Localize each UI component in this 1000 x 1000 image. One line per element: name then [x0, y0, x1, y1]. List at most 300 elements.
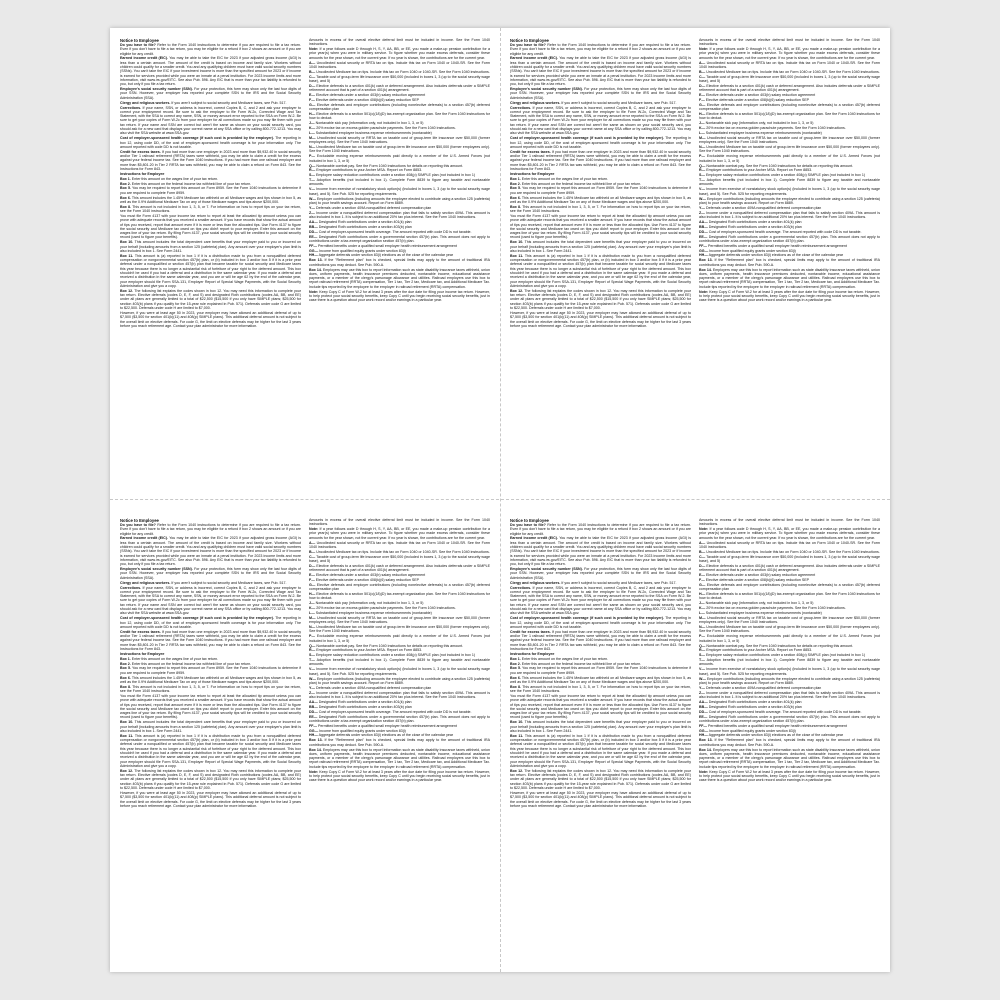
notice-paragraph	[699, 729, 880, 733]
paragraph-lead: P—	[309, 154, 315, 159]
notice-copy-top-right	[510, 38, 880, 482]
paragraph-lead: H—	[309, 592, 316, 597]
paragraph-text: Elective deferrals to a section 401(k) cash or deferred arrangement. Also includes deferrals under a SIMPLE retirement account that is part of a section 401(k) arrangement.	[309, 563, 490, 573]
paragraph-lead: DD—	[699, 229, 708, 234]
notice-paragraph	[120, 87, 301, 100]
paragraph-lead: DD—	[309, 709, 318, 714]
notice-paragraph	[309, 268, 490, 289]
paragraph-lead: Q—	[699, 163, 706, 168]
notice-paragraph	[120, 214, 301, 240]
paragraph-lead: Box 10.	[120, 240, 134, 245]
paragraph-text: Employer contributions to your Archer MSA. Report on Form 8853.	[316, 648, 423, 653]
paragraph-text: If a year follows code D through H, S, Y, AA, BB, or EE, you made a make-up pension contribution for a prior year(s) when you were in military service. To figure whether you made excess deferrals, consider these amounts for the year shown, not the current year. If no year is shown, the contributions are for the current year.	[309, 527, 490, 540]
paragraph-lead: Credit for excess taxes.	[120, 149, 161, 154]
paragraph-text: Substantiated employee business expense reimbursements (nontaxable)	[705, 611, 822, 616]
paragraph-lead: Corrections.	[120, 105, 142, 110]
notice-paragraph	[309, 173, 490, 177]
paragraph-lead: Z—	[699, 690, 705, 695]
notice-paragraph	[120, 106, 301, 136]
paragraph-lead: P—	[699, 154, 705, 159]
paragraph-text: You must file Form 4137 with your income tax return to report at least the allocated tip amount unless you can prove with adequate records that you received a smaller amount. If you have records that show the actual amount of tips you received, report that amount even if it is more or less than the allocated tips. Use Form 4137 to figure the social security and Medicare tax owed on tips you didn't report to your employer. Enter this amount on the wages line of your tax return. By filing Form 4137, your social security tips will be credited to your social security record (used to figure your benefits).	[120, 694, 301, 720]
paragraph-text: This amount is (a) reported in box 1 if it is a distribution made to you from a nonqualified deferred compensation or nongovernmental section 457(b) plan, or (b) included in box 3 and/or box 5 if it is a prior year deferral under a nonqualified or section 457(b) plan that became taxable for social security and Medicare taxes this year because there is no longer a substantial risk of forfeiture of your right to the deferred amount. This box shouldn't be used if you had a deferral and a distribution in the same calendar year. If you made a deferral and received a distribution in the same calendar year, and you are or will be age 62 by the end of the calendar year, your employer should file Form SSA-131, Employer Report of Special Wage Payments, with the Social Security Administration and give you a copy.	[510, 253, 691, 288]
paragraph-lead: G—	[309, 102, 316, 107]
notice-paragraph	[699, 164, 880, 168]
paragraph-lead: A—	[309, 60, 316, 65]
paragraph-text: This amount is not included in box 1, 3, 5, or 7. For information on how to report tips on your tax return, see the Form 1040 instructions.	[510, 684, 691, 694]
paragraph-text: If the "Retirement plan" box is checked, special limits may apply to the amount of traditional IRA contributions you may deduct. See Pub. 590-A.	[699, 258, 880, 267]
paragraph-lead: J—	[699, 121, 705, 126]
notice-paragraph	[699, 197, 880, 206]
paragraph-lead: Credit for excess taxes.	[510, 149, 551, 154]
left-column	[510, 518, 691, 962]
paragraph-text: If you aren't subject to social security and Medicare taxes, see Pub. 517.	[171, 580, 287, 585]
notice-paragraph	[120, 101, 301, 105]
paragraph-text: Employer contributions to your Archer MSA. Report on Form 8853.	[316, 168, 423, 173]
paragraph-text: Employer contributions to your Archer MSA. Report on Form 8853.	[706, 168, 813, 173]
notice-paragraph	[510, 791, 691, 808]
paragraph-text: This amount includes the total dependent care benefits that your employer paid to you or incurred on your behalf (including amounts from a section 125 (cafeteria) plan). Any amount over your employer's plan limit is also included in box 1. See Form 2441.	[120, 240, 301, 253]
notice-paragraph	[699, 211, 880, 220]
notice-paragraph	[120, 685, 301, 694]
paragraph-text: This amount is not included in box 1, 3, 5, or 7. For information on how to report tips on your tax return, see the Form 1040 instructions.	[120, 204, 301, 214]
notice-paragraph	[510, 240, 691, 253]
paragraph-lead: FF—	[309, 723, 317, 728]
notice-paragraph	[309, 230, 490, 234]
right-column	[309, 518, 490, 962]
paragraph-lead: Box 14.	[309, 267, 322, 272]
paragraph-text: You may be required to report this amount on Form 8959. See the Form 1040 instructions to determine if you are required to complete Form 8959.	[120, 186, 301, 195]
paragraph-text: Employee salary reduction contributions under a section 408(p) SIMPLE plan (not included in box 1)	[316, 173, 476, 178]
paragraph-text: Uncollected social security or RRTA tax on tips. Include this tax on Form 1040 or 1040-SR. See the Form 1040 instructions.	[309, 60, 490, 69]
paragraph-text: Keep Copy C of Form W-2 for at least 3 years after the due date for filing your income tax return. However, to help protect your social security benefits, keep Copy C until you begin receiving social security benefits, just in case there is a question about your work record and/or earnings in a particular year.	[309, 769, 490, 783]
paragraph-text: 20% excise tax on excess golden parachute payments. See the Form 1040 instructions.	[316, 606, 456, 611]
paragraph-text: You may be required to report this amount on Form 8959. See the Form 1040 instructions to determine if you are required to complete Form 8959.	[510, 666, 691, 675]
paragraph-text: This amount includes the total dependent care benefits that your employer paid to you or incurred on your behalf (including amounts from a section 125 (cafeteria) plan). Any amount over your employer's plan limit is also included in box 1. See Form 2441.	[510, 720, 691, 733]
paragraph-text: Nontaxable combat pay. See the Form 1040 instructions for details on reporting this amount.	[316, 163, 464, 168]
paragraph-lead: Y—	[699, 205, 705, 210]
paragraph-lead: J—	[699, 601, 705, 606]
notice-paragraph	[510, 676, 691, 685]
paragraph-lead: Box 1.	[120, 656, 131, 661]
paragraph-lead: Earned income credit (EIC).	[120, 536, 168, 541]
paragraph-text: Enter this amount on the wages line of your tax return.	[131, 656, 219, 661]
paragraph-lead: K—	[309, 606, 316, 611]
paragraph-text: Adoption benefits (not included in box 1). Complete Form 8839 to figure any taxable and nontaxable amounts.	[309, 658, 490, 667]
notice-paragraph	[309, 38, 490, 47]
notice-paragraph	[309, 136, 490, 145]
paragraph-text: If a year follows code D through H, S, Y, AA, BB, or EE, you made a make-up pension contribution for a prior year(s) when you were in military service. To figure whether you made excess deferrals, consider these amounts for the year shown, not the current year. If no year is shown, the contributions are for the current year.	[699, 527, 880, 540]
paragraph-lead: Y—	[309, 685, 315, 690]
paragraph-text: Amounts in excess of the overall elective deferral limit must be included in income. See the Form 1040 instructions.	[699, 38, 880, 47]
notice-paragraph	[699, 625, 880, 634]
paragraph-text: Income from exercise of nonstatutory stock option(s) (included in boxes 1, 3 (up to the social security wage base), and 5). See Pub. 525 for reporting requirements.	[699, 187, 880, 196]
notice-paragraph	[309, 733, 490, 737]
paragraph-text: Amounts in excess of the overall elective deferral limit must be included in income. See the Form 1040 instructions.	[699, 518, 880, 527]
notice-paragraph	[510, 662, 691, 666]
paragraph-text: Designated Roth contributions under a section 403(b) plan	[708, 704, 802, 709]
notice-paragraph	[309, 47, 490, 60]
paragraph-lead: BB—	[699, 704, 708, 709]
paragraph-lead: T—	[699, 178, 705, 183]
notice-paragraph	[120, 43, 301, 56]
notice-paragraph	[699, 70, 880, 74]
paragraph-lead: Corrections.	[120, 585, 142, 590]
paragraph-text: Uncollected social security or RRTA tax on taxable cost of group-term life insurance over $50,000 (former employees only). See the Form 1040 instructions.	[309, 135, 490, 145]
paragraph-lead: R—	[309, 168, 316, 173]
paragraph-text: Uncollected social security or RRTA tax on tips. Include this tax on Form 1040 or 1040-SR. See the Form 1040 instructions.	[699, 540, 880, 549]
paragraph-text: The following list explains the codes shown in box 12. You may need this information to complete your tax return. Elective deferrals (codes D, E, F, and S) and designated Roth contributions (codes AA, BB, and EE) under all plans are generally limited to a total of $22,500 ($15,500 if you only have SIMPLE plans; $25,500 for section 403(b) plans if you qualify for the 15-year rule explained in Pub. 571). Deferrals under code G are limited to $22,500. Deferrals under code H are limited to $7,000.	[120, 288, 301, 311]
paragraph-text: Elective deferrals to a section 501(c)(18)(D) tax-exempt organization plan. See the Form 1040 instructions for how to deduct.	[699, 112, 880, 121]
paragraph-text: Cost of employer-sponsored health coverage. The amount reported with code DD is not taxable.	[318, 709, 472, 714]
paragraph-text: You may be required to report this amount on Form 8959. See the Form 1040 instructions to determine if you are required to complete Form 8959.	[510, 186, 691, 195]
paragraph-lead: N—	[309, 145, 316, 150]
notice-paragraph	[699, 634, 880, 643]
paragraph-lead: V—	[309, 667, 315, 672]
notice-paragraph	[510, 685, 691, 694]
paragraph-lead: Cost of employer-sponsored health coverage (if such cost is provided by the employer).	[510, 136, 664, 141]
paragraph-text: Uncollected social security or RRTA tax on taxable cost of group-term life insurance over $50,000 (former employees only). See the Form 1040 instructions.	[699, 615, 880, 625]
paragraph-text: Enter this amount on the wages line of your tax return.	[521, 176, 609, 181]
notice-paragraph	[699, 244, 880, 248]
paragraph-text: Designated Roth contributions under a section 403(b) plan	[318, 704, 412, 709]
notice-paragraph	[699, 258, 880, 267]
notice-paragraph	[309, 677, 490, 686]
notice-paragraph	[120, 240, 301, 253]
paragraph-lead: Box 12.	[120, 768, 134, 773]
paragraph-text: However, if you were at least age 50 in 2023, your employer may have allowed an additional deferral of up to $7,500 ($3,500 for section 401(k)(11) and 408(p) SIMPLE plans). This additional deferral amount is not subject to the overall limit on elective deferrals. For code G, the limit on elective deferrals may be higher for the last 3 years before you reach retirement age. Contact your plan administrator for more information.	[510, 310, 691, 328]
paragraph-lead: C—	[309, 74, 316, 79]
paragraph-text: The reporting in box 12, using code DD, of the cost of employer-sponsored health coverage is for your information only. The amount reported with code DD is not taxable.	[510, 616, 691, 629]
notice-paragraph	[699, 578, 880, 582]
notice-paragraph	[699, 61, 880, 70]
notice-paragraph	[120, 136, 301, 149]
notice-paragraph	[309, 611, 490, 615]
notice-paragraph	[309, 564, 490, 573]
notice-paragraph	[699, 592, 880, 601]
notice-paragraph	[309, 606, 490, 610]
paragraph-lead: BB—	[699, 224, 708, 229]
paragraph-text: The reporting in box 12, using code DD, of the cost of employer-sponsored health coverage is for your information only. The amount reported with code DD is not taxable.	[120, 616, 301, 629]
notice-paragraph	[699, 677, 880, 686]
notice-paragraph	[309, 98, 490, 102]
paragraph-lead: DD—	[309, 229, 318, 234]
paragraph-lead: Do you have to file?	[510, 43, 546, 47]
notice-heading: Notice to Employee	[510, 518, 549, 523]
paragraph-text: Enter this amount on the federal income tax withheld line of your tax return.	[521, 181, 642, 186]
notice-paragraph	[699, 667, 880, 676]
paragraph-lead: Box 14.	[309, 747, 322, 752]
paragraph-lead: Box 8.	[510, 204, 522, 209]
right-paragraphs	[309, 518, 490, 783]
right-column	[309, 38, 490, 482]
notice-paragraph	[309, 178, 490, 187]
paragraph-text: Employers may use this box to report information such as state disability insurance taxes withheld, union dues, uniform payments, health insurance premiums deducted, nontaxable income, educational assistance payments, or a member of the clergy's parsonage allowance and utilities. Railroad employers use this box to report railroad retirement (RRTA) compensation, Tier 1 tax, Tier 2 tax, Medicare tax, and Additional Medicare Tax. Include tips reported by the employee to the employer in railroad retirement (RRTA) compensation.	[309, 747, 490, 769]
paragraph-text: This amount includes the total dependent care benefits that your employer paid to you or incurred on your behalf (including amounts from a section 125 (cafeteria) plan). Any amount over your employer's plan limit is also included in box 1. See Form 2441.	[510, 240, 691, 253]
paragraph-text: Uncollected Medicare tax on taxable cost of group-term life insurance over $50,000 (former employees only). See the Form 1040 instructions.	[699, 145, 880, 154]
notice-paragraph	[120, 676, 301, 685]
notice-paragraph	[120, 657, 301, 661]
paragraph-lead: D—	[309, 563, 316, 568]
paragraph-lead: P—	[699, 634, 705, 639]
paragraph-text: If a year follows code D through H, S, Y, AA, BB, or EE, you made a make-up pension contribution for a prior year(s) when you were in military service. To figure whether you made excess deferrals, consider these amounts for the year shown, not the current year. If no year is shown, the contributions are for the current year.	[699, 47, 880, 60]
paragraph-lead: K—	[699, 126, 706, 131]
paragraph-lead: Clergy and religious workers.	[510, 580, 561, 585]
paragraph-lead: EE—	[699, 234, 708, 239]
notice-paragraph	[309, 84, 490, 93]
notice-paragraph	[309, 583, 490, 592]
paragraph-text: Designated Roth contributions under a section 403(b) plan	[318, 224, 412, 229]
notice-paragraph	[699, 564, 880, 573]
paragraph-text: Designated Roth contributions under a governmental section 457(b) plan. This amount does not apply to contributions under a tax-exempt organization section 457(b) plan.	[309, 234, 490, 243]
paragraph-text: Employer contributions (including amounts the employee elected to contribute using a section 125 (cafeteria) plan) to your health savings account. Report on Form 8889.	[309, 676, 490, 685]
paragraph-lead: Box 1.	[510, 656, 521, 661]
paragraph-lead: GG—	[309, 728, 319, 733]
paragraph-lead: Do you have to file?	[120, 523, 156, 527]
notice-paragraph	[510, 657, 691, 661]
paragraph-lead: Credit for excess taxes.	[510, 629, 551, 634]
notice-paragraph	[699, 168, 880, 172]
paragraph-text: For your protection, this form may show only the last four digits of your SSN. However, your employer has reported your complete SSN to the IRS and the Social Security Administration (SSA).	[510, 87, 691, 100]
paragraph-text: Aggregate deferrals under section 83(i) elections as of the close of the calendar year	[318, 253, 454, 258]
paragraph-text: Nontaxable combat pay. See the Form 1040 instructions for details on reporting this amount.	[706, 643, 854, 648]
notice-paragraph	[309, 145, 490, 154]
paragraph-text: Adoption benefits (not included in box 1). Complete Form 8839 to figure any taxable and nontaxable amounts.	[309, 178, 490, 187]
paragraph-text: If you had more than one employer in 2023 and more than $9,932.40 in social security and/or Tier 1 railroad retirement (RRTA) taxes were withheld, you may be able to claim a credit for the excess against your federal income tax. See the Form 1040 instructions. If you had more than one railroad employer and more than $5,801.20 in Tier 2 RRTA tax was withheld, you may be able to claim a refund on Form 843. See the Instructions for Form 843.	[120, 629, 301, 651]
paragraph-text: If your name, SSN, or address is incorrect, correct Copies B, C, and 2 and ask your employer to correct your employment record. Be sure to ask the employer to file Form W-2c, Corrected Wage and Tax Statement, with the SSA to correct any name, SSN, or money amount error reported to the SSA on Form W-2. Be sure to get your copies of Form W-2c from your employer for all corrections made so you may file them with your tax return. If your name and SSN are correct but aren't the same as shown on your social security card, you should ask for a new card that displays your correct name at any SSA office or by calling 800-772-1213. You may also visit the SSA website at www.SSA.gov.	[120, 105, 301, 136]
paragraph-text: However, if you were at least age 50 in 2023, your employer may have allowed an additional deferral of up to $7,500 ($3,500 for section 401(k)(11) and 408(p) SIMPLE plans). This additional deferral amount is not subject to the overall limit on elective deferrals. For code G, the limit on elective deferrals may be higher for the last 3 years before you reach retirement age. Contact your plan administrator for more information.	[120, 310, 301, 328]
paragraph-lead: K—	[699, 606, 706, 611]
paragraph-lead: Note:	[309, 527, 319, 532]
paragraph-lead: C—	[699, 554, 706, 559]
paragraph-lead: AA—	[309, 699, 318, 704]
paragraph-lead: R—	[699, 648, 706, 653]
paragraph-lead: Box 14.	[699, 747, 712, 752]
paragraph-lead: W—	[699, 196, 706, 201]
notice-paragraph	[120, 694, 301, 720]
paragraph-lead: Y—	[699, 685, 705, 690]
paragraph-text: However, if you were at least age 50 in 2023, your employer may have allowed an additional deferral of up to $7,500 ($3,500 for section 401(k)(11) and 408(p) SIMPLE plans). This additional deferral amount is not subject to the overall limit on elective deferrals. For code G, the limit on elective deferrals may be higher for the last 3 years before you reach retirement age. Contact your plan administrator for more information.	[120, 790, 301, 808]
paragraph-lead: V—	[699, 667, 705, 672]
paragraph-text: Employee salary reduction contributions under a section 408(p) SIMPLE plan (not included in box 1)	[706, 653, 866, 658]
paragraph-text: Nontaxable sick pay (information only, not included in box 1, 3, or 5)	[315, 601, 424, 606]
notice-paragraph	[699, 98, 880, 102]
paragraph-lead: GG—	[309, 248, 319, 253]
notice-paragraph	[510, 694, 691, 720]
notice-paragraph	[699, 733, 880, 737]
notice-paragraph	[699, 658, 880, 667]
paragraph-text: Designated Roth contributions under a section 401(k) plan	[708, 219, 802, 224]
paragraph-lead: Box 13.	[699, 258, 713, 263]
paragraph-lead: GG—	[699, 728, 709, 733]
paragraph-text: Uncollected Medicare tax on tips. Include this tax on Form 1040 or 1040-SR. See the Form 1040 instructions.	[706, 549, 880, 554]
notice-paragraph	[309, 168, 490, 172]
notice-paragraph	[309, 187, 490, 196]
notice-paragraph	[510, 720, 691, 733]
notice-paragraph	[510, 289, 691, 310]
paragraph-lead: C—	[699, 74, 706, 79]
paragraph-text: If you aren't subject to social security and Medicare taxes, see Pub. 517.	[171, 100, 287, 105]
notice-paragraph	[699, 601, 880, 605]
paragraph-lead: N—	[699, 145, 706, 150]
notice-paragraph	[309, 658, 490, 667]
notice-paragraph	[120, 289, 301, 310]
notice-paragraph	[309, 75, 490, 84]
paragraph-lead: HH—	[309, 733, 318, 738]
paragraph-text: Designated Roth contributions under a section 401(k) plan	[708, 699, 802, 704]
paragraph-lead: V—	[309, 187, 315, 192]
paragraph-text: The following list explains the codes shown in box 12. You may need this information to complete your tax return. Elective deferrals (codes D, E, F, and S) and designated Roth contributions (codes AA, BB, and EE) under all plans are generally limited to a total of $22,500 ($15,500 if you only have SIMPLE plans; $25,500 for section 403(b) plans if you qualify for the 15-year rule explained in Pub. 571). Deferrals under code G are limited to $22,500. Deferrals under code H are limited to $7,000.	[510, 288, 691, 311]
paragraph-lead: Clergy and religious workers.	[120, 580, 171, 585]
notice-paragraph	[120, 662, 301, 666]
paragraph-lead: Box 10.	[510, 240, 524, 245]
notice-paragraph	[699, 290, 880, 303]
paragraph-text: For your protection, this form may show only the last four digits of your SSN. However, your employer has reported your complete SSN to the IRS and the Social Security Administration (SSA).	[120, 567, 301, 580]
paragraph-lead: AA—	[699, 219, 708, 224]
notice-paragraph	[309, 249, 490, 253]
notice-paragraph	[309, 103, 490, 112]
paragraph-lead: N—	[309, 625, 316, 630]
paragraph-text: For your protection, this form may show only the last four digits of your SSN. However, your employer has reported your complete SSN to the IRS and the Social Security Administration (SSA).	[510, 567, 691, 580]
paragraph-text: If your name, SSN, or address is incorrect, correct Copies B, C, and 2 and ask your employer to correct your employment record. Be sure to ask the employer to file Form W-2c, Corrected Wage and Tax Statement, with the SSA to correct any name, SSN, or money amount error reported to the SSA on Form W-2. Be sure to get your copies of Form W-2c from your employer for all corrections made so you may file them with your tax return. If your name and SSN are correct but aren't the same as shown on your social security card, you should ask for a new card that displays your correct name at any SSA office or by calling 800-772-1213. You may also visit the SSA website at www.SSA.gov.	[120, 585, 301, 616]
paragraph-text: Employer contributions (including amounts the employee elected to contribute using a section 125 (cafeteria) plan) to your health savings account. Report on Form 8889.	[699, 676, 880, 685]
paragraph-text: The reporting in box 12, using code DD, of the cost of employer-sponsored health coverage is for your information only. The amount reported with code DD is not taxable.	[510, 136, 691, 149]
paragraph-text: This amount is (a) reported in box 1 if it is a distribution made to you from a nonqualified deferred compensation or nongovernmental section 457(b) plan, or (b) included in box 3 and/or box 5 if it is a prior year deferral under a nonqualified or section 457(b) plan that became taxable for social security and Medicare taxes this year because there is no longer a substantial risk of forfeiture of your right to the deferred amount. This box shouldn't be used if you had a deferral and a distribution in the same calendar year. If you made a deferral and received a distribution in the same calendar year, and you are or will be age 62 by the end of the calendar year, your employer should file Form SSA-131, Employer Report of Special Wage Payments, with the Social Security Administration and give you a copy.	[120, 733, 301, 768]
notice-paragraph	[699, 253, 880, 257]
paragraph-lead: Cost of employer-sponsored health coverage (if such cost is provided by the employer).	[120, 616, 274, 621]
paragraph-lead: Box 1.	[120, 176, 131, 181]
notice-copy-bottom-right	[510, 518, 880, 962]
paragraph-lead: L—	[699, 611, 705, 616]
notice-paragraph	[309, 93, 490, 97]
paragraph-text: Enter this amount on the wages line of your tax return.	[521, 656, 609, 661]
paragraph-lead: Note:	[309, 289, 319, 294]
paragraph-lead: Box 12.	[120, 288, 134, 293]
paragraph-lead: Employee's social security number (SSN).	[120, 567, 193, 572]
paragraph-text: If you aren't subject to social security and Medicare taxes, see Pub. 517.	[561, 580, 677, 585]
paragraph-lead: Box 13.	[309, 258, 323, 263]
paragraph-lead: Y—	[309, 205, 315, 210]
paragraph-text: Uncollected social security or RRTA tax on taxable cost of group-term life insurance over $50,000 (former employees only). See the Form 1040 instructions.	[699, 135, 880, 145]
paragraph-lead: Cost of employer-sponsored health coverage (if such cost is provided by the employer).	[120, 136, 274, 141]
notice-paragraph	[699, 573, 880, 577]
notice-paragraph	[309, 715, 490, 724]
paragraph-lead: Do you have to file?	[510, 523, 546, 527]
paragraph-lead: B—	[699, 69, 706, 74]
notice-paragraph	[120, 182, 301, 186]
notice-paragraph	[699, 550, 880, 554]
notice-paragraph	[309, 625, 490, 634]
notice-paragraph	[699, 230, 880, 234]
paragraph-text: Enter this amount on the federal income tax withheld line of your tax return.	[131, 661, 252, 666]
paragraph-lead: G—	[699, 582, 706, 587]
paragraph-text: Income under a nonqualified deferred compensation plan that fails to satisfy section 409A. This amount is also included in box 1. It is subject to an additional 20% tax plus interest. See the Form 1040 instructions.	[309, 690, 490, 699]
paragraph-lead: L—	[699, 131, 705, 136]
paragraph-text: Nontaxable sick pay (information only, not included in box 1, 3, or 5)	[315, 121, 424, 126]
notice-paragraph	[510, 666, 691, 675]
paragraph-lead: AA—	[309, 219, 318, 224]
notice-paragraph	[699, 644, 880, 648]
paragraph-lead: F—	[309, 98, 315, 103]
paragraph-lead: Note:	[309, 769, 319, 774]
paragraph-text: Employer contributions (including amounts the employee elected to contribute using a section 125 (cafeteria) plan) to your health savings account. Report on Form 8889.	[309, 196, 490, 205]
paragraph-text: This amount is (a) reported in box 1 if it is a distribution made to you from a nonqualified deferred compensation or nongovernmental section 457(b) plan, or (b) included in box 3 and/or box 5 if it is a prior year deferral under a nonqualified or section 457(b) plan that became taxable for social security and Medicare taxes this year because there is no longer a substantial risk of forfeiture of your right to the deferred amount. This box shouldn't be used if you had a deferral and a distribution in the same calendar year. If you made a deferral and received a distribution in the same calendar year, and you are or will be age 62 by the end of the calendar year, your employer should file Form SSA-131, Employer Report of Special Wage Payments, with the Social Security Administration and give you a copy.	[120, 253, 301, 288]
paragraph-lead: Box 6.	[120, 675, 131, 680]
paragraph-lead: A—	[309, 540, 316, 545]
paragraph-text: Elective deferrals under a section 403(b) salary reduction agreement	[316, 93, 426, 98]
paragraph-lead: H—	[309, 112, 316, 117]
paragraph-text: You must file Form 4137 with your income tax return to report at least the allocated tip amount unless you can prove with adequate records that you received a smaller amount. If you have records that show the actual amount of tips you received, report that amount even if it is more or less than the allocated tips. Use Form 4137 to figure the social security and Medicare tax owed on tips you didn't report to your employer. Enter this amount on the wages line of your tax return. By filing Form 4137, your social security tips will be credited to your social security record (used to figure your benefits).	[510, 694, 691, 720]
notice-paragraph	[510, 567, 691, 580]
paragraph-text: Elective deferrals under a section 408(k)(6) salary reduction SEP	[705, 98, 810, 103]
paragraph-text: Employer contributions (including amounts the employee elected to contribute using a section 125 (cafeteria) plan) to your health savings account. Report on Form 8889.	[699, 196, 880, 205]
notice-paragraph	[120, 720, 301, 733]
notice-paragraph	[510, 630, 691, 651]
notice-paragraph	[699, 710, 880, 714]
paragraph-text: Elective deferrals and employer contributions (including nonelective deferrals) to a section 457(b) deferred compensation plan	[309, 582, 490, 592]
paragraph-lead: Q—	[309, 643, 316, 648]
paragraph-text: This amount includes the 1.45% Medicare tax withheld on all Medicare wages and tips shown in box 5, as well as the 0.9% Additional Medicare Tax on any of those Medicare wages and tips above $200,000.	[510, 675, 691, 684]
paragraph-text: Refer to the Form 1040 instructions to determine if you are required to file a tax return. Even if you don't have to file a tax return, you may be eligible for a refund if box 2 shows an amount or if you are eligible for any credit.	[510, 43, 691, 56]
paragraph-text: This amount includes the 1.45% Medicare tax withheld on all Medicare wages and tips shown in box 5, as well as the 0.9% Additional Medicare Tax on any of those Medicare wages and tips above $200,000.	[120, 195, 301, 204]
left-column	[120, 38, 301, 482]
paragraph-lead: R—	[699, 168, 706, 173]
paragraph-text: Uncollected Medicare tax on tips. Include this tax on Form 1040 or 1040-SR. See the Form 1040 instructions.	[316, 549, 490, 554]
notice-paragraph	[120, 172, 301, 176]
paragraph-text: Adoption benefits (not included in box 1). Complete Form 8839 to figure any taxable and nontaxable amounts.	[699, 658, 880, 667]
paragraph-text: Deferrals under a section 409A nonqualified deferred compensation plan	[316, 205, 432, 210]
notice-paragraph	[309, 258, 490, 267]
paragraph-lead: L—	[309, 611, 315, 616]
notice-paragraph	[120, 254, 301, 288]
paragraph-text: Taxable cost of group-term life insurance over $50,000 (included in boxes 1, 3 (up to the social security wage base), and 5)	[309, 74, 490, 84]
notice-paragraph	[120, 581, 301, 585]
paragraph-text: Elective deferrals to a section 401(k) cash or deferred arrangement. Also includes deferrals under a SIMPLE retirement account that is part of a section 401(k) arrangement.	[699, 563, 880, 573]
notice-paragraph	[309, 710, 490, 714]
paragraph-lead: Box 2.	[120, 181, 131, 186]
notice-paragraph	[120, 652, 301, 656]
notice-paragraph	[120, 150, 301, 171]
paragraph-text: Employers may use this box to report information such as state disability insurance taxes withheld, union dues, uniform payments, health insurance premiums deducted, nontaxable income, educational assistance payments, or a member of the clergy's parsonage allowance and utilities. Railroad employers use this box to report railroad retirement (RRTA) compensation, Tier 1 tax, Tier 2 tax, Medicare tax, and Additional Medicare Tax. Include tips reported by the employee to the employer in railroad retirement (RRTA) compensation.	[309, 267, 490, 289]
notice-paragraph	[309, 724, 490, 728]
paragraph-text: Enter this amount on the federal income tax withheld line of your tax return.	[131, 181, 252, 186]
notice-paragraph	[699, 38, 880, 47]
paragraph-text: Elective deferrals under a section 403(b) salary reduction agreement	[706, 93, 816, 98]
right-paragraphs	[699, 38, 880, 303]
paragraph-text: Elective deferrals under a section 403(b) salary reduction agreement	[316, 573, 426, 578]
paragraph-text: 20% excise tax on excess golden parachute payments. See the Form 1040 instructions.	[706, 606, 846, 611]
paragraph-text: Nontaxable sick pay (information only, not included in box 1, 3, or 5)	[705, 121, 814, 126]
paragraph-text: Designated Roth contributions under a section 403(b) plan	[708, 224, 802, 229]
paragraph-text: The following list explains the codes shown in box 12. You may need this information to complete your tax return. Elective deferrals (codes D, E, F, and S) and designated Roth contributions (codes AA, BB, and EE) under all plans are generally limited to a total of $22,500 ($15,500 if you only have SIMPLE plans; $25,500 for section 403(b) plans if you qualify for the 15-year rule explained in Pub. 571). Deferrals under code G are limited to $22,500. Deferrals under code H are limited to $7,000.	[120, 768, 301, 791]
notice-paragraph	[699, 93, 880, 97]
paragraph-text: 20% excise tax on excess golden parachute payments. See the Form 1040 instructions.	[706, 126, 846, 131]
notice-paragraph	[510, 254, 691, 288]
paragraph-text: If you had more than one employer in 2023 and more than $9,932.40 in social security and/or Tier 1 railroad retirement (RRTA) taxes were withheld, you may be able to claim a credit for the excess against your federal income tax. See the Form 1040 instructions. If you had more than one railroad employer and more than $5,801.20 in Tier 2 RRTA tax was withheld, you may be able to claim a refund on Form 843. See the Instructions for Form 843.	[510, 629, 691, 651]
paragraph-text: However, if you were at least age 50 in 2023, your employer may have allowed an additional deferral of up to $7,500 ($3,500 for section 401(k)(11) and 408(p) SIMPLE plans). This additional deferral amount is not subject to the overall limit on elective deferrals. For code G, the limit on elective deferrals may be higher for the last 3 years before you reach retirement age. Contact your plan administrator for more information.	[510, 790, 691, 808]
paragraph-text: Employee salary reduction contributions under a section 408(p) SIMPLE plan (not included in box 1)	[706, 173, 866, 178]
notice-paragraph	[309, 616, 490, 625]
paragraph-lead: BB—	[309, 224, 318, 229]
paragraph-lead: Employee's social security number (SSN).	[510, 567, 583, 572]
paragraph-text: The reporting in box 12, using code DD, of the cost of employer-sponsored health coverage is for your information only. The amount reported with code DD is not taxable.	[120, 136, 301, 149]
paragraph-lead: G—	[699, 102, 706, 107]
notice-paragraph	[309, 644, 490, 648]
notice-heading: Notice to Employee	[510, 38, 549, 43]
paragraph-lead: Credit for excess taxes.	[120, 629, 161, 634]
notice-paragraph	[510, 182, 691, 186]
paragraph-text: Amounts in excess of the overall elective deferral limit must be included in income. See the Form 1040 instructions.	[309, 38, 490, 47]
notice-paragraph	[510, 586, 691, 616]
